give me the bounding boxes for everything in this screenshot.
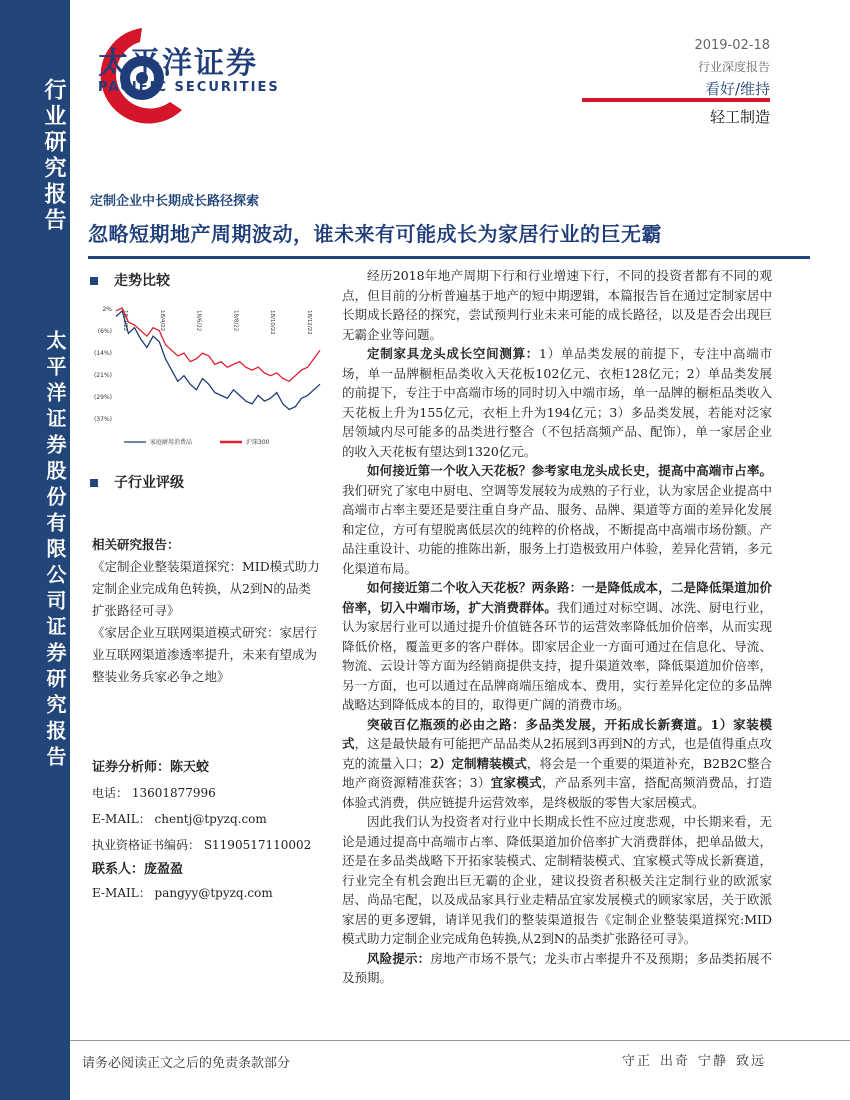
report-subtitle: 定制企业中长期成长路径探索 — [90, 194, 260, 209]
motto-word: 宁静 — [698, 1054, 729, 1069]
sidebar — [0, 0, 70, 1100]
y-tick-label: 2% — [102, 306, 112, 313]
report-date: 2019-02-18 — [694, 38, 770, 53]
x-tick-label: 18/4/22 — [158, 310, 165, 332]
analyst-name-row — [92, 756, 209, 775]
rating-underline — [582, 98, 770, 102]
motto-word: 出奇 — [660, 1054, 691, 1069]
summary-paragraph — [342, 949, 772, 988]
contact-email[interactable]: E-MAIL： pangyy@tpyzq.com — [92, 886, 273, 900]
paragraph-text: 我们研究了家电中厨电、空调等发展较为成熟的子行业，认为家居企业提高中高端市占率主要还是要注重自身产品、服务、品牌、渠道等方面的差异化发展和定位，方可有望脱离低层次的纯粹的价格战，不断提高中高端市场份额。产品注重设计、功能的推陈出新，服务上打造极致用户体验，差异化营销，多元化渠道布局。 — [342, 482, 772, 576]
rating: 看好/维持 — [704, 80, 770, 98]
y-tick-label: (21%) — [93, 372, 112, 379]
report-title: 忽略短期地产周期波动，谁未来有可能成长为家居行业的巨无霸 — [88, 222, 662, 246]
paragraph-text: 1）单品类发展的前提下，专注中高端市场，单一品牌橱柜品类收入天花板102亿元、衣柜128亿元； — [342, 346, 772, 381]
x-tick-label: 18/12/22 — [306, 310, 312, 335]
related-reports-heading: 相关研究报告： — [92, 537, 180, 552]
section-trend — [90, 270, 170, 290]
logo-english-name: PACIFIC SECURITIES — [98, 80, 280, 95]
analyst-phone: 电话： 13601877996 — [92, 786, 216, 800]
motto-word: 守正 — [622, 1054, 653, 1069]
y-tick-label: (6%) — [97, 328, 112, 335]
footer-divider — [70, 1040, 850, 1041]
paragraph-lead: 2）定制精装模式 — [430, 755, 527, 771]
section-trend-label: 走势比较 — [114, 273, 170, 289]
summary-paragraph: 经历2018年地产周期下行和行业增速下行，不同的投资者都有不同的观点，但目前的分析普遍基于地产的短中期逻辑，本篇报告旨在通过定制家居中长期成长路径的探究，尝试预判行业未来可能的成长路径，以及是否会出现巨无霸企业等问题。 — [342, 268, 772, 342]
sidebar-report-category: 行业研究报告 — [41, 78, 67, 234]
analyst-email[interactable]: E-MAIL： chentj@tpyzq.com — [92, 812, 267, 826]
analyst-label: 证券分析师： — [92, 760, 171, 775]
section-subindustry-label: 子行业评级 — [114, 475, 184, 491]
section-subindustry — [90, 472, 184, 492]
square-bullet-icon — [90, 277, 98, 285]
industry-label: 轻工制造 — [709, 108, 770, 126]
report-type: 行业深度报告 — [697, 60, 770, 74]
paragraph-text: 房地产市场不景气；龙头市占率提升不及预期；多品类拓展不及预期。 — [342, 950, 772, 985]
paragraph-text: 2）单品类发展的前提下，专注于中高端市场的同时切入中端市场，单一品牌的橱柜品类收入天花板上升为155亿元，衣柜上升为194亿元；3）多品类发展，若能对泛家居领域内尽可能多的品类进行整合（不包括高频产品、配饰），单一家居企业的收入天花板有望达到1320亿元。 — [342, 365, 772, 459]
x-tick-label: 18/10/22 — [269, 310, 276, 335]
paragraph-text: ，这是最快最有可能把产品品类从2拓展到3再到N的方式，也是值得重点攻克的流量入口； — [342, 736, 772, 771]
summary-paragraph — [342, 578, 772, 715]
footer-disclaimer[interactable]: 请务必阅读正文之后的免责条款部分 — [82, 1056, 291, 1071]
paragraph-text: ，产品系列丰富，搭配高频消费品，打造体验式消费，供应链提升运营效率，是终极版的零售大家居模式。 — [342, 775, 772, 810]
x-tick-label: 18/8/22 — [232, 310, 239, 332]
paragraph-lead: 如何接近第二个收入天花板？两条路：一是降低成本，二是降低渠道加价倍率，切入中端市场，扩大消费群体。 — [342, 580, 772, 615]
x-tick-label: 18/2/22 — [122, 310, 128, 332]
x-tick-label: 18/6/22 — [195, 310, 202, 332]
analyst-name: 陈天蛟 — [170, 760, 210, 775]
footer-motto — [622, 1050, 774, 1069]
related-report-item[interactable]: 《定制企业整装渠道探究：MID模式助力定制企业完成角色转换，从2到N的品类扩张路径可寻》 — [92, 559, 320, 618]
paragraph-lead: 定制家具龙头成长空间测算： — [367, 346, 540, 361]
y-tick-label: (29%) — [93, 394, 112, 401]
logo-chinese-name: 太平洋证券 — [98, 46, 258, 81]
motto-word: 致远 — [736, 1054, 767, 1069]
summary-paragraph — [342, 344, 772, 461]
summary-paragraph — [342, 461, 772, 578]
square-bullet-icon — [90, 479, 98, 487]
related-report-item[interactable]: 《家居企业互联网渠道模式研究：家居行业互联网渠道渗透率提升，未来有望成为整装业务兵家必争之地》 — [92, 625, 318, 684]
legend-label: 沪深300 — [246, 439, 270, 446]
contact-name: 庞盈盈 — [144, 862, 184, 877]
paragraph-text: 我们通过对标空调、冰洗、厨电行业，认为家居行业可以通过提升价值链各环节的运营效率降低加价倍率，从而实现降低价格，覆盖更多的客户群体。即家居企业一方面可通过在信息化、导流、物流、云设计等方面为经销商提供支持，提升渠道效率，降低渠道加价倍率，另一方面，也可以通过在品牌商端压缩成本、费用，实行差异化定位的多品牌战略达到降低成本的目的，取得更广阔的消费市场。 — [342, 599, 772, 712]
report-summary — [342, 266, 772, 988]
paragraph-lead: 风险提示： — [367, 950, 431, 966]
y-tick-label: (14%) — [93, 350, 112, 357]
contact-label: 联系人： — [92, 862, 145, 877]
legend-label: 家庭耐用消费品 — [150, 439, 193, 446]
related-reports — [92, 534, 320, 688]
series-line — [116, 308, 320, 381]
paragraph-text: ，将会是一个重要的渠道补充，B2B2C整合地产商资源精准获客；3） — [342, 755, 773, 790]
trend-chart — [88, 292, 332, 452]
paragraph-lead: 如何接近第一个收入天花板？参考家电龙头成长史，提高中高端市占率。 — [367, 463, 772, 478]
title-divider — [88, 256, 810, 259]
y-tick-label: (37%) — [93, 416, 112, 423]
paragraph-lead: 突破百亿瓶颈的必由之路：多品类发展，开拓成长新赛道。1）家装模式 — [342, 716, 772, 751]
contact-name-row — [92, 858, 183, 877]
sidebar-company-label: 太平洋证券股份有限公司证券研究报告 — [43, 330, 67, 772]
series-line — [116, 311, 320, 410]
summary-paragraph: 因此我们认为投资者对行业中长期成长性不应过度悲观，中长期来看，无论是通过提高中高端市占率、降低渠道加价倍率扩大消费群体，把单品做大，还是在多品类战略下开拓家装模式、定制精装模式、宜家模式等成长新赛道，行业完全有机会跑出巨无霸的企业，建议投资者积极关注定制行业的欧派家居、尚品宅配，以及成品家具行业走精品宜家发展模式的顾家家居，关于欧派家居的更多逻辑，请详见我们的整装渠道报告《定制企业整装渠道探究:MID模式助力定制企业完成角色转换,从2到N的品类扩张路径可寻》。 — [342, 814, 772, 946]
summary-paragraph — [342, 715, 772, 813]
analyst-cert: 执业资格证书编码： S1190517110002 — [92, 838, 312, 852]
paragraph-lead: 宜家模式 — [490, 775, 542, 790]
